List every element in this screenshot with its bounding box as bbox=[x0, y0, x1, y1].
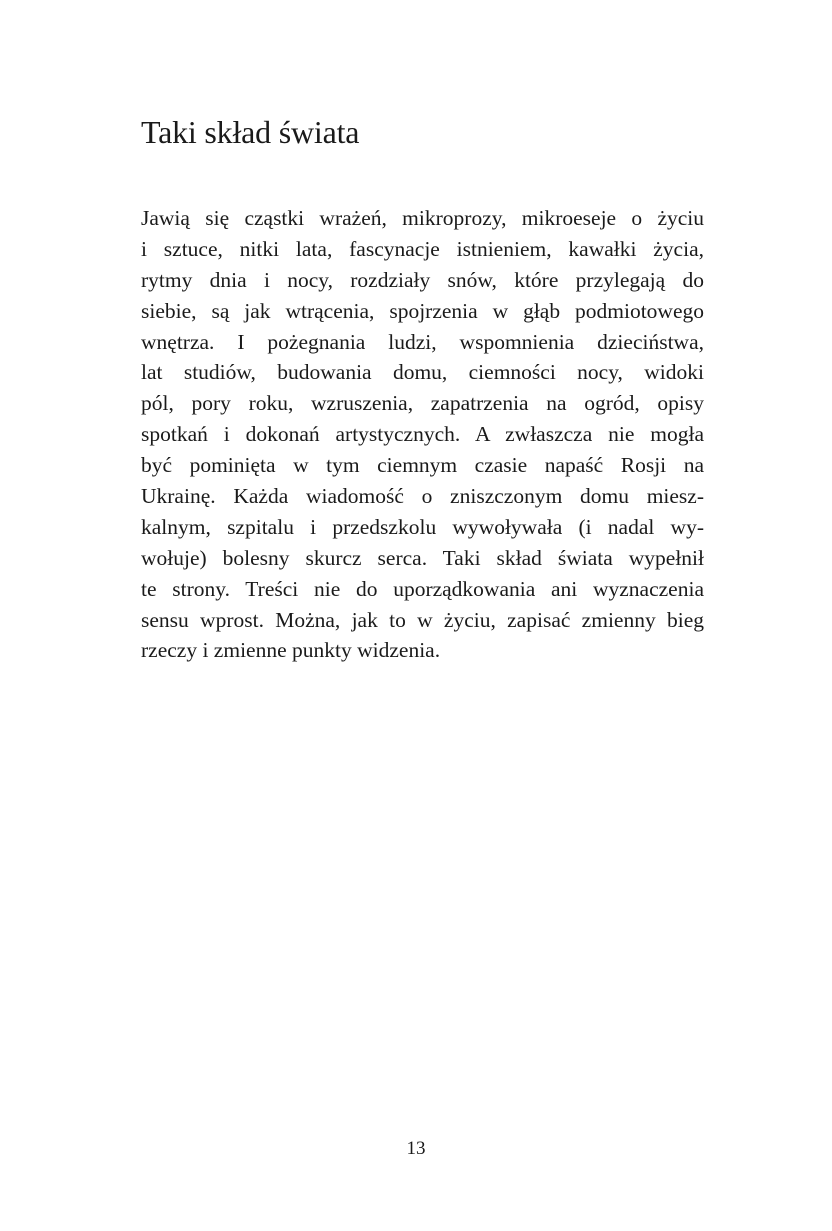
chapter-title: Taki skład świata bbox=[141, 114, 360, 150]
paragraph-line: spotkań i dokonań artystycznych. A zwłaszcza nie mogła bbox=[141, 422, 704, 447]
paragraph-line: być pominięta w tym ciemnym czasie napaść Rosji na bbox=[141, 453, 704, 478]
paragraph-line: Jawią się cząstki wrażeń, mikroprozy, mikroeseje o życiu bbox=[141, 206, 704, 230]
paragraph-line: rytmy dnia i nocy, rozdziały snów, które przylegają do bbox=[141, 267, 704, 292]
paragraph-line: te strony. Treści nie do uporządkowania ani wyznaczenia bbox=[141, 576, 704, 601]
paragraph-line: siebie, są jak wtrącenia, spojrzenia w głąb podmiotowego bbox=[141, 298, 704, 323]
paragraph-line: i sztuce, nitki lata, fascynacje istnieniem, kawałki życia, bbox=[141, 236, 704, 261]
paragraph-line: Ukrainę. Każda wiadomość o zniszczonym domu miesz- bbox=[141, 484, 704, 509]
paragraph-line: wnętrza. I pożegnania ludzi, wspomnienia dzieciństwa, bbox=[141, 329, 704, 354]
paragraph-line: rzeczy i zmienne punkty widzenia. bbox=[141, 638, 441, 663]
paragraph-line: pól, pory roku, wzruszenia, zapatrzenia na ogród, opisy bbox=[141, 391, 704, 416]
paragraph-line: wołuje) bolesny skurcz serca. Taki skład świata wypełnił bbox=[141, 545, 704, 570]
paragraph-line: sensu wprost. Można, jak to w życiu, zapisać zmienny bieg bbox=[141, 607, 704, 632]
body-paragraph bbox=[141, 203, 704, 666]
paragraph-line: kalnym, szpitalu i przedszkolu wywoływała (i nadal wy- bbox=[141, 514, 704, 539]
paragraph-line: lat studiów, budowania domu, ciemności nocy, widoki bbox=[141, 360, 704, 385]
page-number: 13 bbox=[406, 1138, 426, 1159]
